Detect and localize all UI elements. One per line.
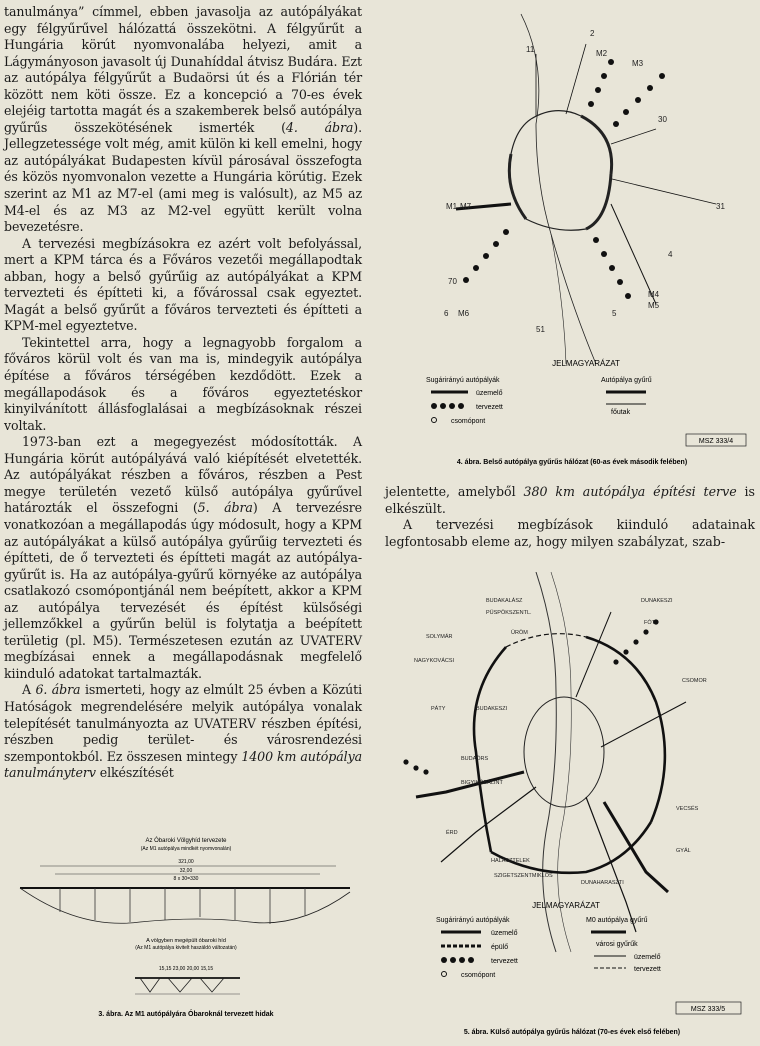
fig5-legend-tervezett: tervezett xyxy=(491,958,518,965)
paragraph-2: A tervezési megbízásokra ez azért volt befolyással, mert a KPM tárca és a Főváros vezetői megállapodtak abban, hogy a belső gyűrűig az autópályákat a KPM tervezteti és építteti ki, a fővárossal csak egyeztet. Magát a belső gyűrűt a főváros tervezteti és építteti a KPM-mel egyeztetve. xyxy=(4,235,362,334)
fig3-top-title: Az Óbaroki Völgyhíd tervezete xyxy=(145,838,227,844)
fig4-label-11: 11 xyxy=(526,45,535,54)
fig5-legend-varosi-tervezett: tervezett xyxy=(634,966,661,973)
fig5-legend-varosi: városi gyűrűk xyxy=(596,941,638,948)
fig5-place-paty: PÁTY xyxy=(431,706,446,712)
fig4-label-5: 5 xyxy=(612,309,617,318)
fig3-dim2: 32,00 xyxy=(179,868,193,874)
fig5-legend-varosi-uzemelo: üzemelő xyxy=(634,954,661,961)
fig4-label-m4: M4 xyxy=(648,290,660,299)
fig5-place-vecses: VECSÉS xyxy=(676,806,699,812)
fig5-legend-left-head: Sugárirányú autópályák xyxy=(436,917,510,924)
fig4-legend-uzemelo: üzemelő xyxy=(476,390,503,397)
right-column-text xyxy=(385,484,755,550)
fig4-legend-right-head: Autópálya gyűrű xyxy=(601,377,652,384)
fig4-label-30: 30 xyxy=(658,115,667,124)
left-column xyxy=(4,4,362,782)
fig4-label-51: 51 xyxy=(536,325,545,334)
fig4-label-m3: M3 xyxy=(632,59,644,68)
fig5-caption: 5. ábra. Külső autópálya gyűrűs hálózat (70-es évek első felében) xyxy=(463,1029,681,1036)
fig4-label-m2: M2 xyxy=(596,49,608,58)
fig4-label-m6: M6 xyxy=(458,309,470,318)
paragraph-4: 1973-ban ezt a megegyezést módosították. A Hungária körút autópályává való kiépítését elvetették. Az autópályákat részben a főváros, részben a Pest megye területén vezető külső autópálya gyűrűvel határozták el összefogni (5. ábra) A tervezésre vonatkozóan a megállapodás úgy módosult, hogy a KPM az autópályákat a külső autópálya gyűrűig tervezteti és építteti, de ő tervezteti és építteti magát az autópálya-gyűrűt is. Ha az autópálya-gyűrű környéke az autópálya csatlakozó csomópontjánál nem beépített, akkor a KPM az autópálya tervezését és építést külsőségi jellemzőkkel a gyűrűn belül is folytatja a beépített területig (pl. M5). Természetesen ezután az UVATERV megbízásai ennek a megállapodásnak megfelelő kiinduló adatokat tartalmazták. xyxy=(4,434,363,681)
fig5-legend-title: JELMAGYARÁZAT xyxy=(532,901,600,910)
fig5-place-puspokszentl: PÜSPÖKSZENTL. xyxy=(486,610,532,616)
paragraph-1: tanulmánya” címmel, ebben javasolja az autópályákat egy félgyűrűvel hálózattá összekötni. A félgyűrűt a Hungária körút nyomvonalába helyezi, amit a Lágymányoson javasolt új Dunahíddal átvisz Budára. Ezt az autópálya félgyűrűt a Budaörsi út és a Flórián tér között nem köti össze. Ez a koncepció a 70-es évek elejéig tartotta magát és a szakemberek belső autópálya gyűrűs összekötésének ismerték (4. ábra). Jellegzetessége volt még, amit külön ki kell emelni, hogy az autópályákat Budapesten kívül párosával összefogta és közös nyomvonalon vezette a Hungária körútig. Ezek szerint az M1 az M7-el (ami meg is valósult), az M5 az M4-el és az M3 az M2-vel együtt került volna bevezetésre. xyxy=(4,4,362,235)
fig5-place-dunaharaszti: DUNAHARASZTI xyxy=(581,880,624,886)
fig5-place-fot: FÓT xyxy=(644,620,655,626)
fig4-legend-left-head: Sugárirányú autópályák xyxy=(426,377,500,384)
fig4-legend-foutak: főutak xyxy=(611,409,631,416)
fig5-legend-right-head: M0 autópálya gyűrű xyxy=(586,917,648,924)
fig4-label-m5: M5 xyxy=(648,301,660,310)
paragraph-5: A 6. ábra ismerteti, hogy az elmúlt 25 évben a Közúti Hatóságok megrendelésére melyik autópálya vonalak telepítését tanulmányozta az UVATERV részben építési, részben pedig terület- és városrendezési szempontokból. Ez összesen mintegy 1400 km autópálya tanulmányterv elkészítését xyxy=(4,682,362,781)
fig4-label-2: 2 xyxy=(590,29,595,38)
fig5-place-solymar: SOLYMÁR xyxy=(426,634,453,640)
fig3-top-sub: (Az M1 autópálya mindkét nyomvonalán) xyxy=(140,846,232,852)
fig4-label-6: 6 xyxy=(444,309,449,318)
fig3-dim3: 8 x 30=330 xyxy=(173,876,199,882)
fig4-legend-title: JELMAGYARÁZAT xyxy=(552,359,620,368)
fig3-bottom-dims: 15,15 23,00 20,00 15,15 xyxy=(158,966,214,972)
right-paragraph-1: jelentette, amelyből 380 km autópálya építési terve is elkészült. xyxy=(385,484,756,516)
fig4-label-70: 70 xyxy=(448,277,457,286)
fig4-legend-tervezett: tervezett xyxy=(476,404,503,411)
fig5-place-gyal: GYÁL xyxy=(676,848,691,854)
fig4-label-4: 4 xyxy=(668,250,673,259)
fig5-place-erd: ÉRD xyxy=(446,830,458,836)
fig5-place-csomor: CSOMOR xyxy=(682,678,707,684)
right-paragraph-2: A tervezési megbízások kiinduló adatainak legfontosabb eleme az, hogy milyen szabályzat, szab- xyxy=(385,517,755,549)
fig4-caption: 4. ábra. Belső autópálya gyűrűs hálózat (60-as évek második felében) xyxy=(456,459,688,466)
figure-4-inner-ring-map xyxy=(386,4,758,474)
fig5-place-urom: ÜRÖM xyxy=(511,630,528,636)
fig4-stamp: MSZ 333/4 xyxy=(698,438,734,445)
fig4-label-m7: M7 xyxy=(460,202,472,211)
fig3-caption: 3. ábra. Az M1 autópályára Óbaroknál tervezett hidak xyxy=(98,1011,274,1018)
fig4-legend-csomopont: csomópont xyxy=(451,418,486,425)
fig5-place-nagykovacsi: NAGYKOVÁCSI xyxy=(414,658,455,664)
figure-3-bridge-drawing xyxy=(0,830,372,1022)
fig5-place-budaors: BUDAÖRS xyxy=(461,756,489,762)
fig5-place-budakeszi: BUDAKESZI xyxy=(476,706,508,712)
fig5-place-halasztelek: HALÁSZTELEK xyxy=(491,858,530,864)
fig4-label-m1: M1 xyxy=(446,202,458,211)
fig5-place-budakalasz: BUDAKALÁSZ xyxy=(486,598,523,604)
fig3-dim1: 321,00 xyxy=(178,859,194,865)
fig5-place-dunakeszi: DUNAKESZI xyxy=(641,598,673,604)
fig5-legend-csomopont: csomópont xyxy=(461,972,496,979)
paragraph-3: Tekintettel arra, hogy a legnagyobb forgalom a főváros körül volt és van ma is, mindegyik autópálya építése a főváros térségében kezdődött. Ezek a megállapodások és a főváros egyeztetéskor kinyilvánított állásfoglalásai a megbízásoknak részei voltak. xyxy=(4,334,362,433)
fig5-legend-uzemelo: üzemelő xyxy=(491,930,518,937)
fig5-place-bigyikobalint: BIGYIKÓBÁLINT xyxy=(461,780,503,786)
fig5-place-szigetszentmiklos: SZIGETSZENTMIKLÓS xyxy=(494,873,553,879)
fig5-stamp: MSZ 333/5 xyxy=(690,1006,726,1013)
fig3-bottom-sub: (Az M1 autópálya kivitelt haszáldó változatán) xyxy=(135,945,237,951)
fig4-label-31: 31 xyxy=(716,202,725,211)
figure-5-outer-ring-map xyxy=(386,572,758,1042)
fig3-bottom-title: A völgyben megépült óbaroki híd xyxy=(146,938,226,944)
fig5-legend-epulo: épülő xyxy=(491,944,509,951)
